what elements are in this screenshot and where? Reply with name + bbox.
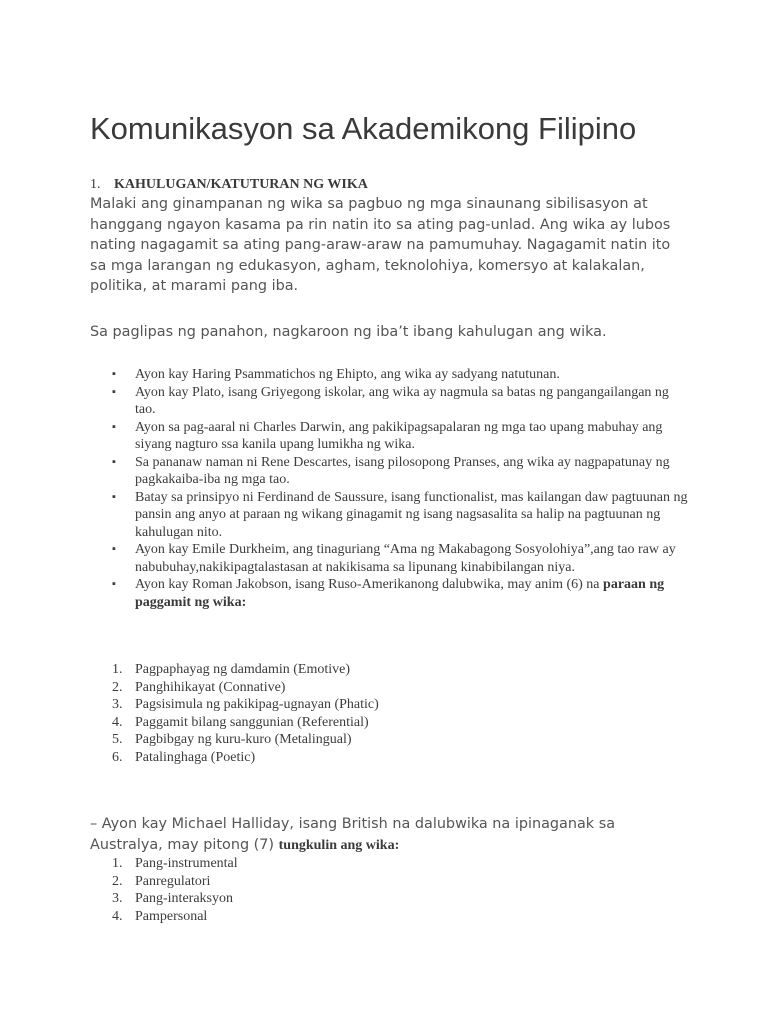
list-number: 2. bbox=[112, 679, 123, 695]
list-item bbox=[90, 749, 690, 767]
list-item-text: Sa pananaw naman ni Rene Descartes, isang pilosopong Pranses, ang wika ay nagpapatunay ng pagkakaiba-iba ng mga tao. bbox=[135, 454, 670, 487]
bullet-icon: ▪ bbox=[112, 490, 116, 503]
list-item-text: Patalinghaga (Poetic) bbox=[135, 749, 256, 765]
list-item bbox=[90, 454, 690, 489]
list-number: 1. bbox=[112, 856, 123, 871]
list-item bbox=[90, 890, 690, 908]
list-item-text: Pagpaphayag ng damdamin (Emotive) bbox=[135, 662, 350, 677]
list-item bbox=[90, 908, 690, 926]
list-item bbox=[90, 366, 690, 384]
list-item bbox=[90, 714, 690, 732]
page-title: Komunikasyon sa Akademikong Filipino bbox=[90, 111, 637, 146]
bullet-icon: ▪ bbox=[112, 368, 116, 380]
list-number: 2. bbox=[112, 873, 123, 889]
bullet-icon: ▪ bbox=[112, 543, 116, 555]
list-item bbox=[90, 873, 690, 891]
list-item-text: Panghihikayat (Connative) bbox=[135, 679, 286, 695]
list-item-text: Ayon sa pag-aaral ni Charles Darwin, ang pakikipagsapalaran ng mga tao upang mabuhay ang siyang nagturo ssa kanila upang lumikha ng wika. bbox=[135, 419, 663, 452]
list-item-bold-text: paraan ng paggamit ng wika: bbox=[135, 577, 665, 610]
list-item-text: Pagsisimula ng pakikipag-ugnayan (Phatic) bbox=[135, 697, 379, 712]
list-item-text: Ayon kay Emile Durkheim, ang tinaguriang “Ama ng Makabagong Sosyolohiya”,ang tao raw ay nabubuhay,nakikipagtalastasan at nakikisama sa lipunang kinabibilangan niya. bbox=[135, 542, 676, 575]
bullet-icon: ▪ bbox=[112, 385, 116, 398]
list-item bbox=[90, 419, 690, 454]
list-item-text: Pampersonal bbox=[135, 908, 208, 924]
language-functions-list bbox=[90, 855, 690, 925]
list-number: 3. bbox=[112, 697, 123, 712]
definitions-intro-paragraph: Sa paglipas ng panahon, nagkaroon ng iba’t ibang kahulugan ang wika. bbox=[90, 324, 607, 340]
list-item-text: Batay sa prinsipyo ni Ferdinand de Saussure, isang functionalist, mas kailangan daw pagtuunan ng pansin ang anyo at paraan ng wikang ginagamit ng isang nagsasalita sa halip na pagtuunan ng kahulugan nito. bbox=[135, 489, 688, 540]
list-item-text: Ayon kay Plato, isang Griyegong iskolar, ang wika ay nagmula sa batas ng pangangailangan ng tao. bbox=[135, 384, 669, 417]
intro-paragraph: Malaki ang ginampanan ng wika sa pagbuo ng mga sinaunang sibilisasyon at hanggang ngayon kasama pa rin natin ito sa ating pag-unlad. Ang wika ay lubos nating nagagamit sa ating pang-araw-araw na pamumuhay. Nagagamit natin ito sa mga larangan ng edukasyon, agham, teknolohiya, komersyo at kalakalan, politika, at marami pang iba. bbox=[90, 196, 671, 294]
list-number: 5. bbox=[112, 732, 123, 747]
halliday-paragraph-text: – Ayon kay Michael Halliday, isang British na dalubwika na ipinaganak sa Australya, may pitong (7) bbox=[90, 816, 616, 853]
list-item bbox=[90, 541, 690, 576]
list-item-text: Ayon kay Haring Psammatichos ng Ehipto, ang wika ay sadyang natutunan. bbox=[135, 367, 560, 382]
definitions-list bbox=[90, 366, 690, 611]
list-item bbox=[90, 679, 690, 697]
section-number: 1. bbox=[90, 177, 101, 192]
halliday-paragraph bbox=[90, 814, 690, 856]
list-item-text: Ayon kay Roman Jakobson, isang Ruso-Amerikanong dalubwika, may anim (6) na bbox=[135, 577, 604, 592]
list-item-text: Pang-instrumental bbox=[135, 856, 238, 871]
bullet-icon: ▪ bbox=[112, 420, 116, 433]
list-item bbox=[90, 384, 690, 419]
list-item-text: Panregulatori bbox=[135, 873, 211, 889]
list-number: 1. bbox=[112, 662, 123, 677]
list-number: 4. bbox=[112, 908, 123, 924]
list-item-text: Pang-interaksyon bbox=[135, 891, 233, 906]
halliday-paragraph-bold: tungkulin ang wika: bbox=[278, 837, 400, 853]
list-number: 4. bbox=[112, 714, 123, 730]
list-item bbox=[90, 696, 690, 714]
list-item bbox=[90, 576, 690, 611]
list-number: 3. bbox=[112, 891, 123, 906]
list-item bbox=[90, 489, 690, 542]
bullet-icon: ▪ bbox=[112, 578, 116, 590]
list-item bbox=[90, 731, 690, 749]
section-heading bbox=[90, 176, 368, 194]
bullet-icon: ▪ bbox=[112, 455, 116, 468]
list-item-text: Paggamit bilang sanggunian (Referential) bbox=[135, 714, 369, 730]
section-heading-text: KAHULUGAN/KATUTURAN NG WIKA bbox=[114, 177, 368, 192]
list-item bbox=[90, 661, 690, 679]
list-item-text: Pagbibgay ng kuru-kuro (Metalingual) bbox=[135, 732, 352, 747]
list-number: 6. bbox=[112, 749, 123, 765]
language-uses-list bbox=[90, 661, 690, 766]
list-item bbox=[90, 855, 690, 873]
